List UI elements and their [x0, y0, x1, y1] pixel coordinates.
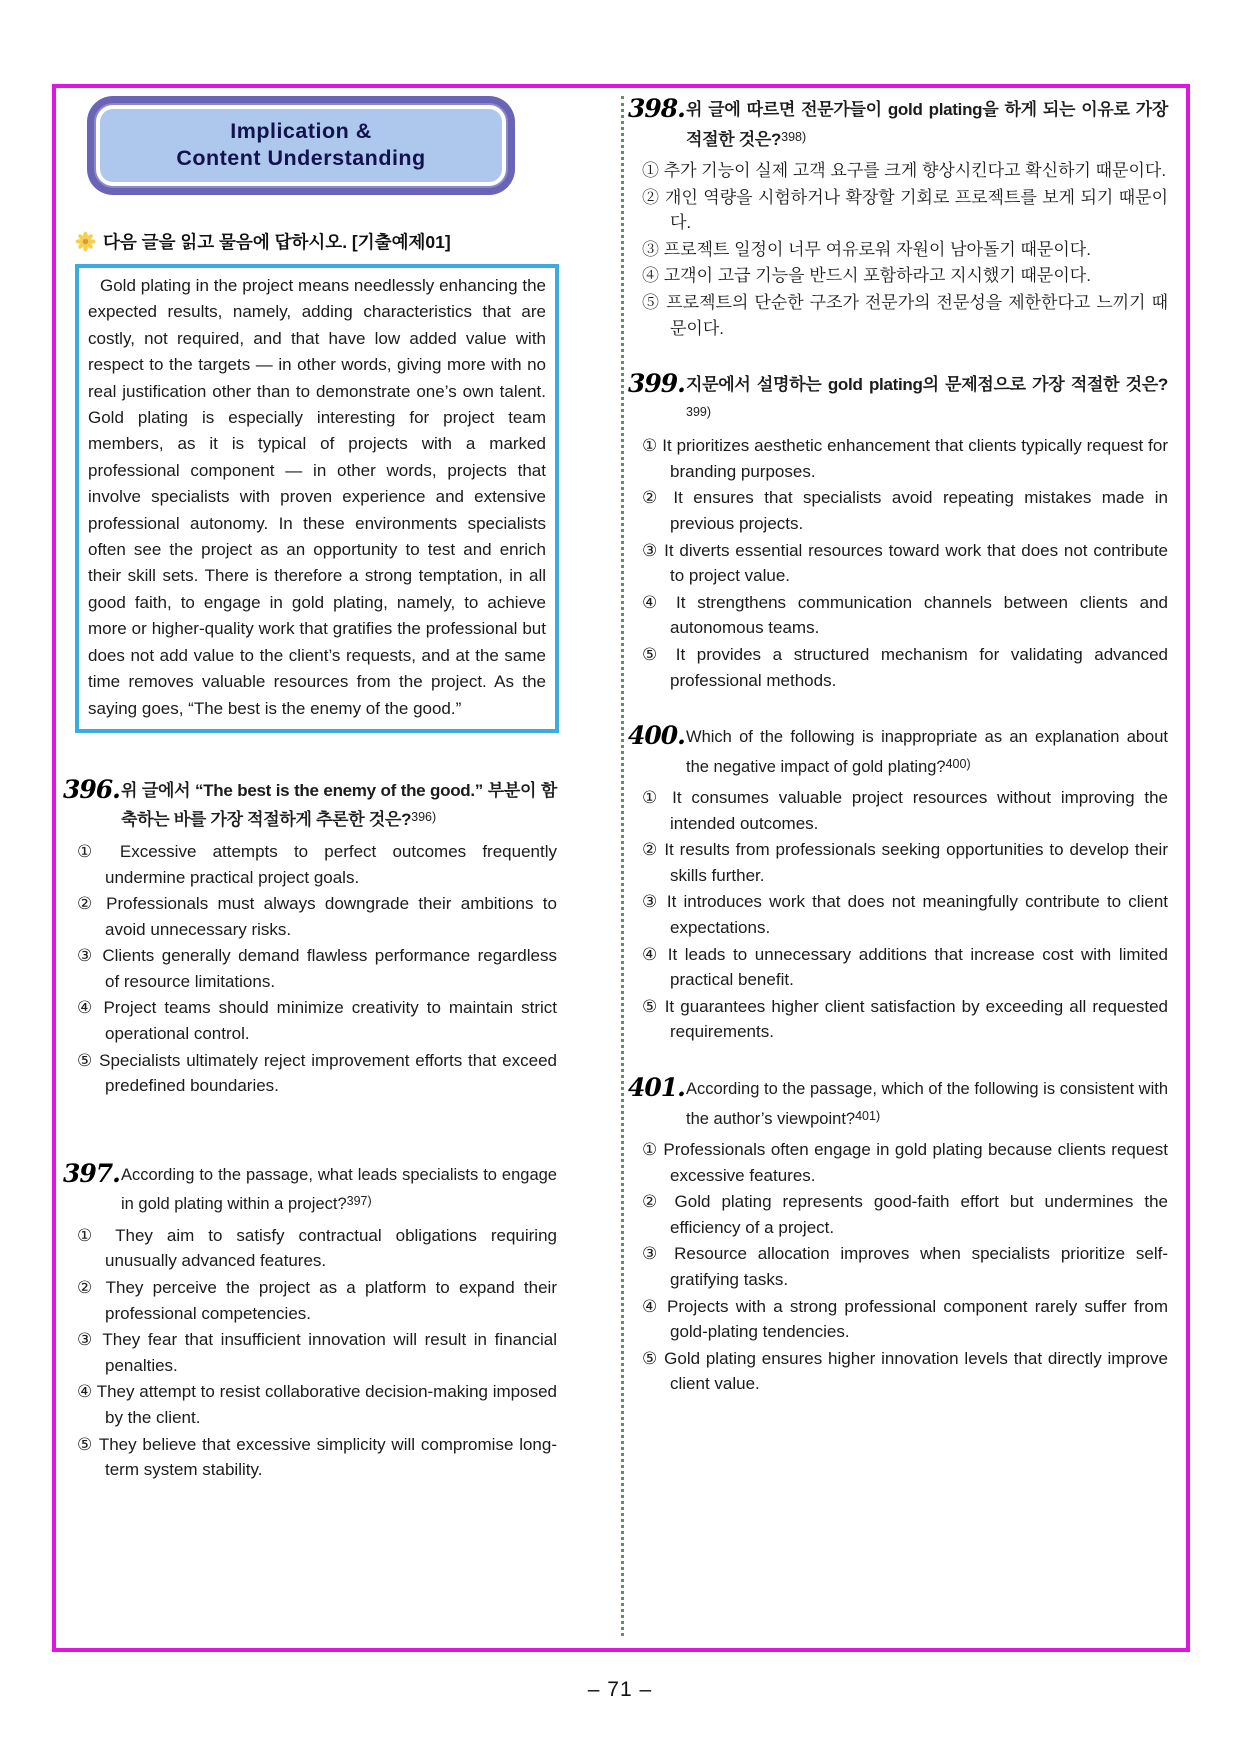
option-marker: ②: [642, 187, 660, 207]
option-item: ① Professionals often engage in gold plating because clients request excessive features.: [642, 1140, 1168, 1185]
option-item: ⑤ It provides a structured mechanism for validating advanced professional methods.: [642, 644, 1168, 690]
question-footnote-ref: 401): [855, 1108, 881, 1123]
option-item: ④ 고객이 고급 기능을 반드시 포함하라고 지시했기 때문이다.: [642, 266, 1091, 286]
option-item: ① It prioritizes aesthetic enhancement that clients typically request for branding purposes.: [642, 436, 1168, 481]
option-marker: ①: [642, 436, 658, 456]
question-head: [628, 723, 1168, 780]
option-marker: ③: [642, 540, 659, 560]
question-398: [628, 96, 1168, 341]
option-item: ① Excessive attempts to perfect outcomes frequently undermine practical project goals.: [77, 841, 557, 887]
instruction-row: [75, 229, 557, 254]
option-item: ④ It leads to unnecessary additions that increase cost with limited practical benefit.: [642, 944, 1168, 990]
option-item: ② 개인 역량을 시험하거나 확장할 기회로 프로젝트를 보게 되기 때문이다.: [642, 187, 1168, 233]
option-item: ③ It diverts essential resources toward work that does not contribute to project value.: [642, 540, 1168, 586]
option-marker: ⑤: [642, 996, 659, 1016]
option-marker: ①: [642, 161, 659, 180]
question-399: [628, 371, 1168, 693]
question-stem: 위 글에 따르면 전문가들이 gold plating을 하게 되는 이유로 가장 적절한 것은?$^{398)}$: [686, 100, 1168, 149]
right-column-questions: [628, 94, 1168, 1397]
option-item: ② It results from professionals seeking opportunities to develop their skills further.: [642, 840, 1168, 885]
badge-title-line2: Content Understanding: [176, 146, 426, 170]
passage-text: Gold plating in the project means needlessly enhancing the expected results, namely, adding characteristics that are costly, not required, and that have low added value with respect to the targets — in other words, giving more with no real justification other than to demonstrate one’s own talent. Gold plating is especially interesting for project team members, as it is typical of projects with a marked professional component — in other words, projects that involve specialists with proven experience and extensive professional autonomy. In these environments specialists often see the project as an opportunity to test and enrich their skill sets. There is therefore a strong temptation, in all good faith, to engage in gold plating, namely, to achieve more or higher-quality work that gratifies the professional but does not add value to the client’s requests, and at the same time removes valuable resources from the project. As the saying goes, “The best is the enemy of the good.”: [88, 276, 546, 718]
option-item: ⑤ It guarantees higher client satisfaction by exceeding all requested requirements.: [642, 996, 1168, 1042]
right-column: [628, 94, 1168, 1398]
question-number: 401.: [628, 1073, 685, 1103]
title-badge: [87, 96, 515, 195]
question-396: [63, 774, 557, 1099]
options-list: [63, 839, 557, 1099]
option-item: ③ It introduces work that does not meaningfully contribute to client expectations.: [642, 892, 1168, 938]
option-item: ③ They fear that insufficient innovation will result in financial penalties.: [77, 1330, 557, 1375]
option-marker: ④: [642, 592, 665, 612]
question-stem: According to the passage, which of the following is consistent with the author’s viewpoint?$^{401)}$: [686, 1080, 1168, 1128]
options-list: [628, 1137, 1168, 1397]
options-list: [628, 158, 1168, 341]
question-400: [628, 723, 1168, 1045]
title-badge-ring: [94, 103, 508, 188]
option-marker: ②: [642, 488, 663, 508]
question-number: 397.: [63, 1158, 120, 1188]
flower-icon: [75, 231, 96, 252]
left-column: [63, 96, 557, 1484]
option-item: ③ Resource allocation improves when specialists prioritize self-gratifying tasks.: [642, 1244, 1168, 1289]
option-marker: ④: [642, 944, 661, 964]
option-marker: ②: [77, 894, 97, 914]
question-number: 396.: [63, 774, 120, 804]
question-stem: 위 글에서 “The best is the enemy of the good.” 부분이 함축하는 바를 가장 적절하게 추론한 것은?$^{396)}$: [121, 780, 557, 830]
question-head: [628, 1075, 1168, 1132]
option-marker: ⑤: [642, 292, 661, 312]
question-footnote-ref: 397): [346, 1194, 372, 1209]
question-head: [628, 371, 1168, 428]
option-item: ② Gold plating represents good-faith effort but undermines the efficiency of a project.: [642, 1192, 1168, 1237]
option-marker: ①: [77, 841, 104, 861]
question-head: [63, 774, 557, 834]
option-item: ③ 프로젝트 일정이 너무 여유로워 자원이 남아돌기 때문이다.: [642, 239, 1091, 259]
options-list: [628, 785, 1168, 1045]
options-list: [628, 433, 1168, 693]
option-marker: ②: [77, 1278, 97, 1298]
passage-box: [75, 264, 559, 733]
option-marker: ③: [642, 239, 659, 259]
option-item: ① It consumes valuable project resources without improving the intended outcomes.: [642, 788, 1168, 833]
option-marker: ⑤: [642, 644, 665, 664]
question-number: 398.: [628, 94, 685, 123]
option-item: ① 추가 기능이 실제 고객 요구를 크게 향상시킨다고 확신하기 때문이다.: [642, 161, 1167, 180]
option-marker: ④: [642, 266, 659, 286]
option-marker: ②: [642, 1192, 664, 1212]
option-item: ⑤ Specialists ultimately reject improvement efforts that exceed predefined boundaries.: [77, 1050, 557, 1096]
option-marker: ①: [642, 788, 663, 808]
option-marker: ④: [642, 1296, 660, 1316]
option-item: ⑤ 프로젝트의 단순한 구조가 전문가의 전문성을 제한한다고 느끼기 때문이다.: [642, 292, 1168, 338]
title-badge-panel: [100, 109, 502, 182]
option-marker: ⑤: [77, 1050, 94, 1070]
option-marker: ③: [77, 1330, 96, 1350]
option-marker: ⑤: [77, 1434, 94, 1454]
question-footnote-ref: 396): [411, 810, 437, 825]
question-397: [63, 1158, 557, 1483]
question-footnote-ref: 400): [945, 756, 971, 771]
option-marker: ③: [77, 946, 95, 966]
option-item: ④ Projects with a strong professional component rarely suffer from gold-plating tendencies.: [642, 1296, 1168, 1342]
option-item: ② It ensures that specialists avoid repeating mistakes made in previous projects.: [642, 488, 1168, 533]
option-marker: ④: [77, 1382, 93, 1402]
question-head: [63, 1158, 557, 1218]
option-marker: ③: [642, 1244, 664, 1264]
page-number: – 71 –: [587, 1678, 653, 1701]
option-marker: ⑤: [642, 1348, 659, 1368]
question-stem: Which of the following is inappropriate as an explanation about the negative impact of gold plating?$^{400)}$: [686, 728, 1168, 776]
question-stem: 지문에서 설명하는 gold plating의 문제점으로 가장 적절한 것은?$^{399)}$: [686, 375, 1168, 419]
option-item: ⑤ They believe that excessive simplicity will compromise long-term system stability.: [77, 1434, 557, 1480]
question-number: 400.: [628, 721, 685, 751]
option-item: ① They aim to satisfy contractual obligations requiring unusually advanced features.: [77, 1225, 557, 1271]
question-footnote-ref: 398): [781, 129, 807, 144]
option-item: ② They perceive the project as a platform to expand their professional competencies.: [77, 1278, 557, 1323]
option-item: ⑤ Gold plating ensures higher innovation levels that directly improve client value.: [642, 1348, 1168, 1394]
option-item: ③ Clients generally demand flawless performance regardless of resource limitations.: [77, 946, 557, 991]
badge-title-line1: Implication &: [230, 119, 372, 143]
question-401: [628, 1075, 1168, 1397]
option-marker: ④: [77, 998, 96, 1018]
option-marker: ①: [77, 1225, 102, 1245]
question-head: [628, 96, 1168, 153]
options-list: [63, 1223, 557, 1483]
question-number: 399.: [628, 369, 685, 399]
question-stem: According to the passage, what leads specialists to engage in gold plating within a project?$^{397)}$: [121, 1165, 557, 1214]
option-marker: ③: [642, 892, 660, 912]
option-item: ④ It strengthens communication channels between clients and autonomous teams.: [642, 592, 1168, 638]
option-item: ④ They attempt to resist collaborative decision-making imposed by the client.: [77, 1382, 557, 1427]
option-marker: ②: [642, 840, 659, 860]
option-item: ④ Project teams should minimize creativity to maintain strict operational control.: [77, 998, 557, 1044]
question-footnote-ref: 399): [686, 404, 712, 419]
option-item: ② Professionals must always downgrade their ambitions to avoid unnecessary risks.: [77, 894, 557, 939]
column-divider: [621, 96, 624, 1636]
instruction-text: 다음 글을 읽고 물음에 답하시오. [기출예제01]: [103, 232, 451, 252]
option-marker: ①: [642, 1140, 658, 1160]
left-column-questions: [63, 774, 557, 1483]
